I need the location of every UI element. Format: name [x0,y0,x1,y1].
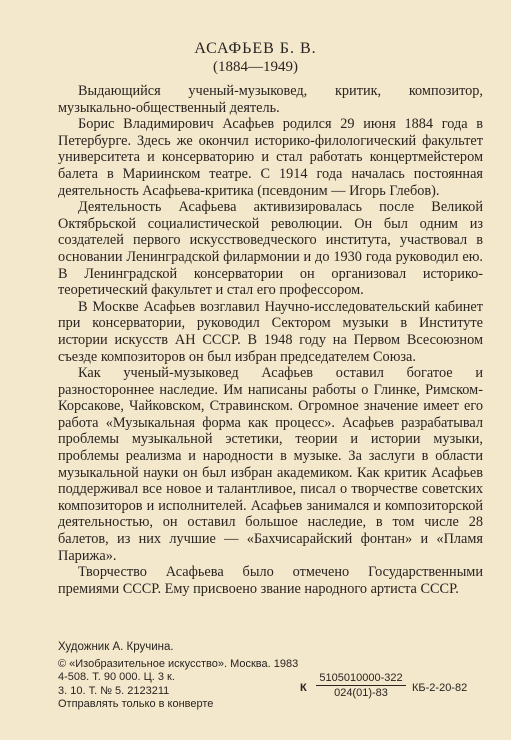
paragraph: В Москве Асафьев возглавил Научно-исследовательский кабинет при консерватории, руководил Сектором музыки в Институте истории искусств АН СССР. В 1948 году на Первом Всесоюзном съезде композиторов он был избран председателем Союза. [58,298,483,365]
code-prefix: К [300,682,307,694]
order-line: 3. 10. Т. № 5. 2123211 [58,684,170,697]
publisher-line: © «Изобразительное искусство». Москва. 1983 [58,657,299,670]
biography-text [58,83,483,597]
mailing-note: Отправлять только в конверте [58,698,214,710]
code-denominator: 024(01)-83 [334,687,388,699]
paragraph: Деятельность Асафьева активизировалась после Великой Октябрьской социалистической революции. Он был одним из создателей первого искусствоведческого института, участвовал в основании Ленинградской филармонии и до 1930 года руководил ею. В Ленинградской консерватории он организовал историко-теоретический факультет и стал его профессором. [58,199,483,299]
paragraph: Выдающийся ученый-музыковед, критик, композитор, музыкально-общественный деятель. [58,83,483,116]
print-run-line: 4-508. Т. 90 000. Ц. 3 к. [58,671,175,683]
code-fraction [316,672,406,699]
life-years: (1884—1949) [213,59,298,75]
artist-credit: Художник А. Кручина. [58,641,174,653]
catalog-code [300,672,505,708]
paragraph: Борис Владимирович Асафьев родился 29 июня 1884 года в Петербурге. Здесь же окончил историко-филологический факультет университета и консерваторию и стал работать концертмейстером балета в Мариинском театре. С 1914 года началась постоянная деятельность Асафьева-критика (псевдоним — Игорь Глебов). [58,116,483,199]
paragraph: Творчество Асафьева было отмечено Государственными премиями СССР. Ему присвоено звание народного артиста СССР. [58,564,483,597]
page-title: АСАФЬЕВ Б. В. [194,40,317,57]
code-numerator: 5105010000-322 [316,672,406,686]
paragraph: Как ученый-музыковед Асафьев оставил богатое и разностороннее наследие. Им написаны работы о Глинке, Римском-Корсакове, Чайковском, Стравинском. Огромное значение имеет его работа «Музыкальная форма как процесс». Асафьев разрабатывал проблемы музыкальной эстетики, теории и истории музыки, проблемы реализма и народности в музыке. За заслуги в области музыкальной науки он был избран академиком. Как критик Асафьев поддерживал все новое и талантливое, писал о творчестве советских композиторов и исполнителей. Асафьев занимался и композиторской деятельностью, он оставил большое наследие, в том числе 28 балетов, из них лучшие — «Бахчисарайский фонтан» и «Пламя Парижа». [58,365,483,564]
catalog-number: КБ-2-20-82 [412,682,468,694]
